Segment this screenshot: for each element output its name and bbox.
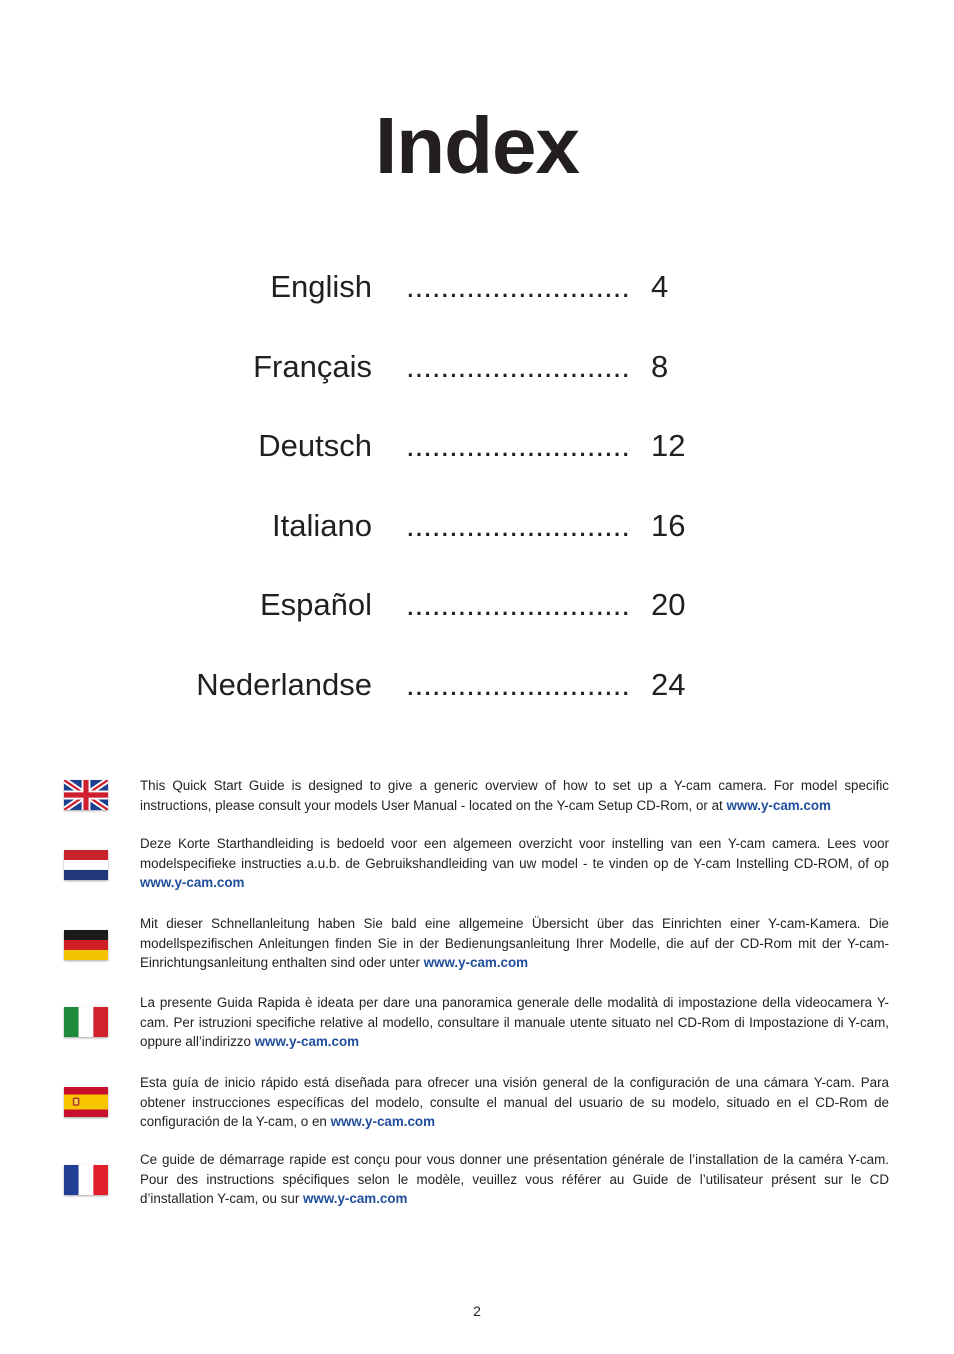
note-text bbox=[140, 914, 889, 973]
spain-flag-icon bbox=[64, 1087, 108, 1117]
toc-row-nederlandse[interactable] bbox=[0, 660, 954, 710]
italy-flag-icon bbox=[64, 1007, 108, 1037]
toc-page-number: 12 bbox=[651, 428, 686, 463]
website-link[interactable]: www.y-cam.com bbox=[330, 1114, 436, 1129]
toc-leader-dots: .......................... bbox=[406, 428, 630, 463]
toc-language: Nederlandse bbox=[196, 667, 372, 702]
note-text bbox=[140, 834, 889, 893]
toc-language: Français bbox=[253, 349, 372, 384]
page-title: Index bbox=[375, 101, 579, 190]
toc-page-number: 4 bbox=[651, 269, 669, 304]
toc-language: Español bbox=[259, 587, 372, 622]
toc-leader-dots: .......................... bbox=[406, 269, 630, 304]
toc-page-number: 16 bbox=[651, 508, 686, 543]
uk-flag-icon bbox=[64, 780, 108, 810]
toc-row-espanol[interactable] bbox=[0, 580, 954, 630]
germany-flag-icon bbox=[64, 930, 108, 960]
toc-row-italiano[interactable] bbox=[0, 501, 954, 551]
toc-row-francais[interactable] bbox=[0, 342, 954, 392]
note-text bbox=[140, 776, 889, 815]
toc-page-number: 8 bbox=[651, 349, 669, 384]
note-body: Ce guide de démarrage rapide est conçu pour vous donner une présentation générale de l’installation de la caméra Y-cam. Pour des instructions spécifiques selon le modèle, veuillez vous référer au Guide de l’utilisateur présent sur le CD d’installation Y-cam, ou sur bbox=[140, 1152, 889, 1206]
note-text bbox=[140, 1073, 889, 1132]
toc-row-english[interactable] bbox=[0, 262, 954, 312]
website-link[interactable]: www.y-cam.com bbox=[726, 797, 831, 813]
website-link[interactable]: www.y-cam.com bbox=[254, 1034, 360, 1049]
note-body: La presente Guida Rapida è ideata per dare una panoramica generale delle modalità di impostazione della videocamera Y-cam. Per istruzioni specifiche relative al modello, consultare il manuale utente situato nel CD-Rom di Impostazione di Y-cam, oppure all’indirizzo bbox=[140, 995, 889, 1049]
note-text bbox=[140, 993, 889, 1052]
toc-leader-dots: .......................... bbox=[406, 587, 630, 622]
website-link[interactable]: www.y-cam.com bbox=[303, 1191, 408, 1206]
netherlands-flag-icon bbox=[64, 850, 108, 880]
website-link[interactable]: www.y-cam.com bbox=[140, 875, 245, 890]
toc-page-number: 24 bbox=[651, 667, 686, 702]
website-link[interactable]: www.y-cam.com bbox=[423, 955, 529, 970]
toc-leader-dots: .......................... bbox=[406, 508, 630, 543]
france-flag-icon bbox=[64, 1165, 108, 1195]
toc-leader-dots: .......................... bbox=[406, 349, 630, 384]
toc-language: English bbox=[270, 269, 372, 304]
toc-language: Italiano bbox=[272, 508, 372, 543]
note-body: Esta guía de inicio rápido está diseñada para ofrecer una visión general de la configuración de una cámara Y-cam. Para obtener instrucciones específicas del modelo, consulte el manual del usuario de su modelo, situado en el CD-Rom de configuración de la Y-cam, o en bbox=[140, 1075, 889, 1129]
note-text bbox=[140, 1150, 889, 1209]
toc-page-number: 20 bbox=[651, 587, 686, 622]
note-body: This Quick Start Guide is designed to give a generic overview of how to set up a Y-cam camera. For model specific instructions, please consult your models User Manual - located on the Y-cam Setup CD-Rom, or at bbox=[140, 778, 889, 813]
toc-language: Deutsch bbox=[258, 428, 372, 463]
toc-row-deutsch[interactable] bbox=[0, 421, 954, 471]
note-body: Mit dieser Schnellanleitung haben Sie bald eine allgemeine Übersicht über das Einrichten einer Y-cam-Kamera. Die modellspezifischen Anleitungen finden Sie in der Bedienungsanleitung Ihrer Modelle, die auf der CD-Rom mit der Y-cam-Einrichtungsanleitung enthalten sind oder unter bbox=[140, 916, 889, 970]
note-body: Deze Korte Starthandleiding is bedoeld voor een algemeen overzicht voor instelling van een Y-cam camera. Lees voor modelspecifieke instructies a.u.b. de Gebruikshandleiding van uw model - te vinden op de Y-cam Instelling CD-ROM, of op bbox=[140, 836, 889, 871]
page-number: 2 bbox=[473, 1303, 481, 1319]
toc-leader-dots: .......................... bbox=[406, 667, 630, 702]
